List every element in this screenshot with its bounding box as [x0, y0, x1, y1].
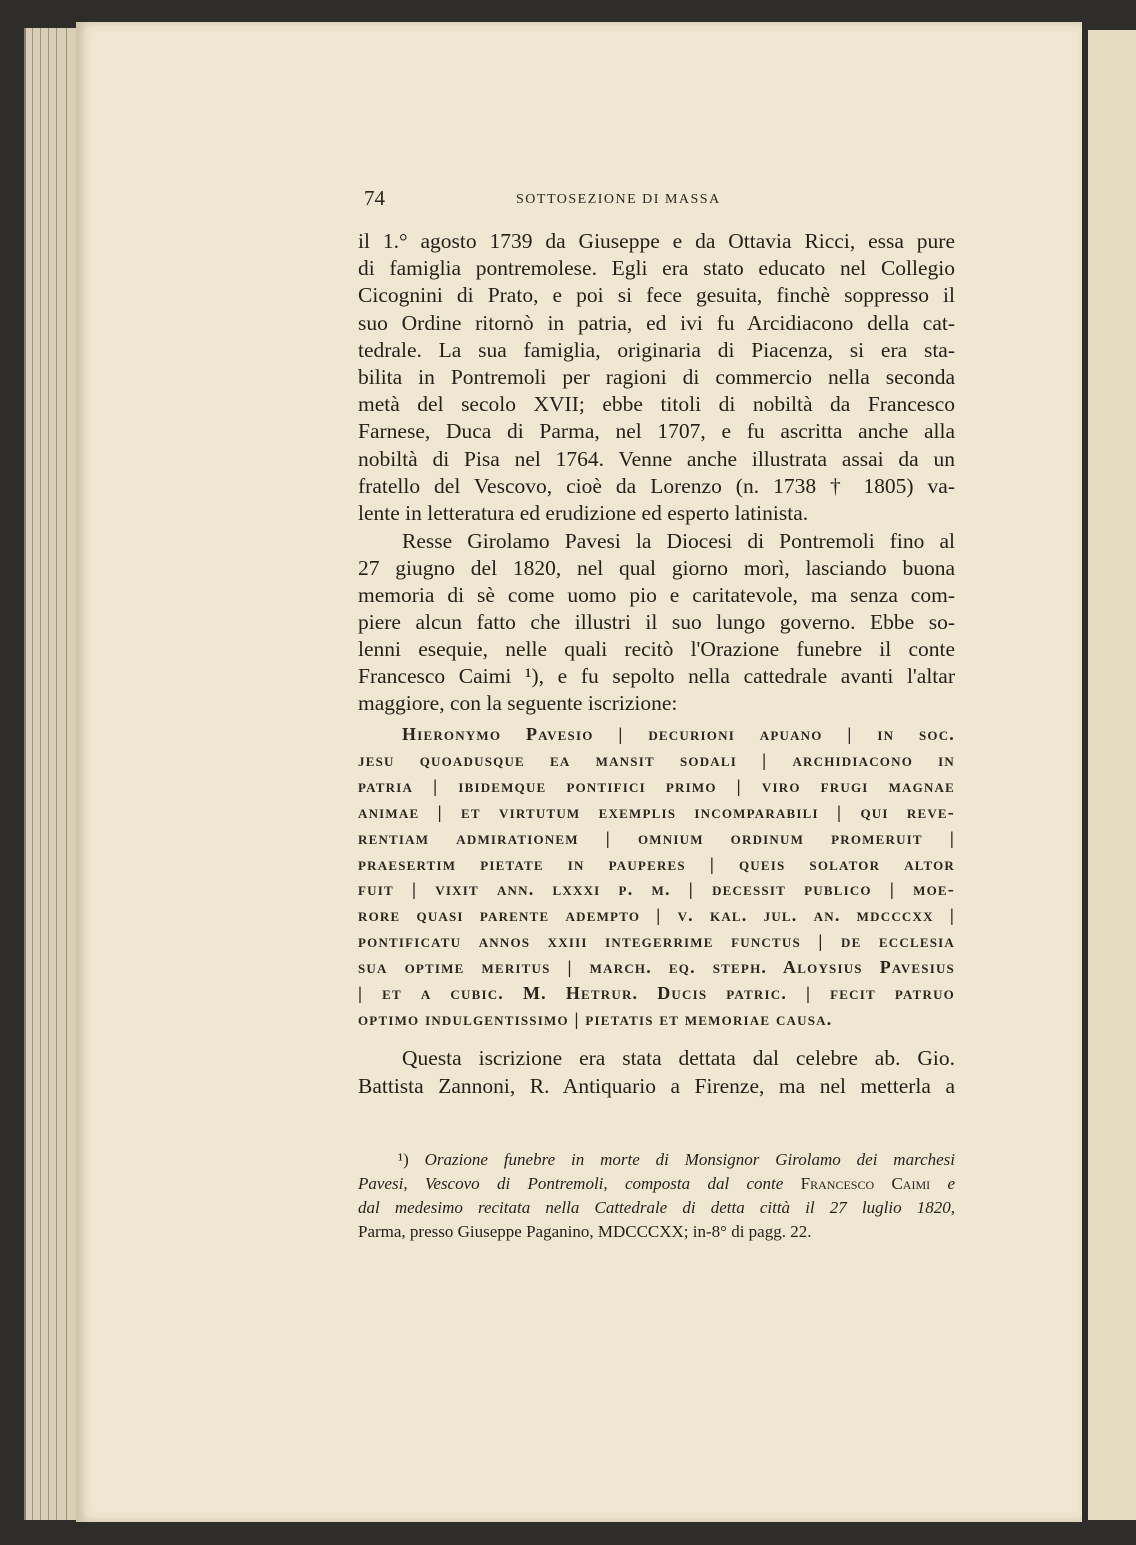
paragraph-1-line: suo Ordine ritornò in patria, ed ivi fu Arcidiacono della cat-: [358, 310, 955, 335]
inscription-line: animae | et virtutum exemplis incomparabili | qui reve-: [358, 801, 955, 822]
footnote-text: e: [947, 1174, 955, 1193]
footnote-line: Parma, presso Giuseppe Paganino, MDCCCXX; in-8° di pagg. 22.: [358, 1222, 812, 1241]
paragraph-1-line: nobiltà di Pisa nel 1764. Venne anche illustrata assai da un: [358, 446, 955, 471]
inscription-line: sua optime meritus | march. eq. steph. Aloysius Pavesius: [358, 957, 955, 978]
paragraph-2-line: Francesco Caimi ¹), e fu sepolto nella cattedrale avanti l'altar: [358, 664, 955, 688]
footnote-text: Pavesi, Vescovo di Pontremoli, composta dal conte: [358, 1174, 784, 1193]
paragraph-1-line: tedrale. La sua famiglia, originaria di Piacenza, si era sta-: [358, 337, 955, 362]
inscription-line: rore quasi parente adempto | v. kal. jul. an. mdcccxx |: [358, 905, 955, 926]
paragraph-2-line: lenni esequie, nelle quali recitò l'Orazione funebre il conte: [358, 637, 955, 661]
page-number: 74: [364, 186, 385, 210]
inscription-line: Hieronymo Pavesio | decurioni apuano | in soc.: [402, 724, 955, 744]
paragraph-1-line: lente in letteratura ed erudizione ed esperto latinista.: [358, 501, 809, 525]
footnote-marker: ¹): [398, 1150, 409, 1169]
inscription-line: fuit | vixit ann. lxxxi p. m. | decessit publico | moe-: [358, 879, 955, 900]
paragraph-1-line: il 1.° agosto 1739 da Giuseppe e da Ottavia Ricci, essa pure: [358, 229, 955, 253]
paragraph-2-line: maggiore, con la seguente iscrizione:: [358, 691, 678, 715]
paragraph-1-line: di famiglia pontremolese. Egli era stato educato nel Collegio: [358, 256, 955, 281]
paragraph-2-line: memoria di sè come uomo pio e caritatevole, ma senza com-: [358, 583, 955, 607]
paragraph-3-line: Battista Zannoni, R. Antiquario a Firenze, ma nel metterla a: [358, 1074, 955, 1098]
paragraph-2-line: Resse Girolamo Pavesi la Diocesi di Pontremoli fino al: [402, 529, 955, 553]
adjacent-page-edge: [1088, 30, 1136, 1520]
inscription-line: optimo indulgentissimo | pietatis et memoriae causa.: [358, 1008, 833, 1029]
paragraph-2-line: piere alcun fatto che illustri il suo lungo governo. Ebbe so-: [358, 610, 955, 634]
inscription-line: praesertim pietate in pauperes | queis solator altor: [358, 853, 955, 874]
running-head: SOTTOSEZIONE DI MASSA: [516, 192, 721, 207]
inscription-line: patria | ibidemque pontifici primo | viro frugi magnae: [358, 775, 955, 796]
inscription-line: rentiam admirationem | omnium ordinum promeruit |: [358, 827, 955, 848]
inscription-line: pontificatu annos xxiii integerrime functus | de ecclesia: [358, 931, 955, 952]
footnote-line: dal medesimo recitata nella Cattedrale di detta città il 27 luglio 1820,: [358, 1198, 955, 1217]
paragraph-1-line: metà del secolo XVII; ebbe titoli di nobiltà da Francesco: [358, 392, 955, 417]
paragraph-1-line: fratello del Vescovo, cioè da Lorenzo (n. 1738 † 1805) va-: [358, 473, 955, 498]
paragraph-1-line: bilita in Pontremoli per ragioni di commercio nella seconda: [358, 365, 955, 389]
inscription-line: | et a cubic. M. Hetrur. Ducis patric. | fecit patruo: [358, 983, 955, 1003]
footnote-text: Orazione funebre in morte di Monsignor Girolamo dei marchesi: [424, 1150, 955, 1169]
paragraph-3-line: Questa iscrizione era stata dettata dal celebre ab. Gio.: [402, 1046, 955, 1070]
paragraph-2-line: 27 giugno del 1820, nel qual giorno morì, lasciando buona: [358, 556, 955, 580]
paragraph-1-line: Cicognini di Prato, e poi si fece gesuita, finchè soppresso il: [358, 283, 955, 308]
footnote-author: Francesco Caimi: [800, 1174, 931, 1193]
inscription-line: jesu quoadusque ea mansit sodali | archidiacono in: [358, 749, 955, 770]
footnote-line: [358, 1174, 955, 1194]
footnote-line: [358, 1150, 955, 1170]
paragraph-1-line: Farnese, Duca di Parma, nel 1707, e fu ascritta anche alla: [358, 419, 955, 444]
